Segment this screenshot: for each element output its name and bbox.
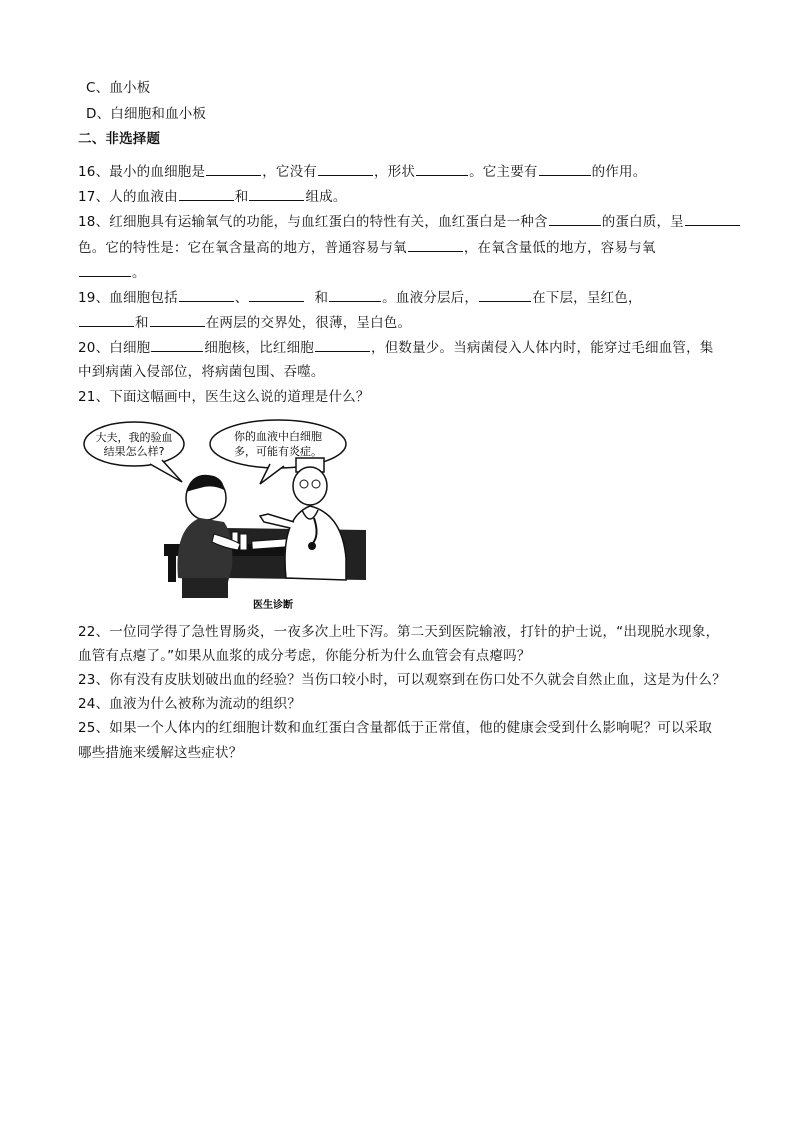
doctor-bubble-line-1: 你的血液中白细胞 [234, 430, 322, 443]
answer-blank[interactable] [416, 161, 468, 176]
answer-blank[interactable] [79, 262, 131, 277]
question-21: 21、下面这幅画中，医生这么说的道理是什么？ [78, 389, 370, 405]
question-20-line-1: 20、白细胞 细胞核，比红细胞 ，但数量少。当病菌侵入人体内时，能穿过毛细血管，集 [78, 337, 714, 358]
answer-blank[interactable] [408, 237, 463, 252]
patient-bubble-line-1: 大夫，我的验血 [95, 431, 173, 444]
doctor-diagnosis-illustration [74, 418, 374, 616]
question-18-line-3: 。 [78, 262, 146, 283]
patient-bubble-line-2: 结果怎么样? [103, 445, 165, 458]
answer-blank[interactable] [318, 161, 373, 176]
answer-blank[interactable] [151, 337, 203, 352]
answer-blank[interactable] [79, 312, 134, 327]
option-c: C、血小板 [86, 80, 151, 96]
question-17: 17、人的血液由 和 组成。 [78, 186, 347, 207]
answer-blank[interactable] [685, 211, 740, 226]
answer-blank[interactable] [315, 337, 370, 352]
question-25-line-1: 25、如果一个人体内的红细胞计数和血红蛋白含量都低于正常值，他的健康会受到什么影响呢？可以采取 [78, 720, 713, 736]
answer-blank[interactable] [179, 186, 234, 201]
answer-blank[interactable] [249, 186, 304, 201]
answer-blank[interactable] [549, 211, 601, 226]
question-22-line-1: 22、一位同学得了急性胃肠炎，一夜多次上吐下泻。第二天到医院输液，打针的护士说，“出现脱水现象， [78, 624, 720, 640]
question-19-line-2: 和 在两层的交界处，很薄，呈白色。 [78, 312, 411, 333]
doctor-bubble-line-2: 多，可能有炎症。 [234, 445, 322, 458]
answer-blank[interactable] [539, 161, 591, 176]
answer-blank[interactable] [329, 287, 381, 302]
answer-blank[interactable] [150, 312, 205, 327]
question-25-line-2: 哪些措施来缓解这些症状？ [78, 745, 243, 761]
answer-blank[interactable] [479, 287, 531, 302]
patient-speech-bubble [84, 422, 184, 482]
question-19-line-1: 19、血细胞包括 、 和 。血液分层后， 在下层，呈红色， [78, 287, 642, 308]
section-heading: 二、非选择题 [78, 131, 161, 147]
figure-caption: 医生诊断 [253, 600, 293, 611]
question-18-line-2: 色。它的特性是：它在氧含量高的地方，普通容易与氧 ，在氧含量低的地方，容易与氧 [78, 237, 656, 258]
question-22-line-2: 血管有点瘪了。”如果从血浆的成分考虑，你能分析为什么血管会有点瘪吗？ [78, 648, 531, 664]
answer-blank[interactable] [206, 161, 261, 176]
doctor-speech-bubble [210, 420, 346, 484]
answer-blank[interactable] [179, 287, 234, 302]
question-23: 23、你有没有皮肤划破出血的经验？当伤口较小时，可以观察到在伤口处不久就会自然止血，这是为什么？ [78, 672, 726, 688]
option-d: D、白细胞和血小板 [86, 106, 207, 122]
question-24: 24、血液为什么被称为流动的组织？ [78, 696, 302, 712]
answer-blank[interactable] [249, 287, 304, 302]
question-16: 16、最小的血细胞是 ，它没有 ，形状 。它主要有 的作用。 [78, 161, 646, 182]
question-20-line-2: 中到病菌入侵部位，将病菌包围、吞噬。 [78, 364, 325, 380]
question-18-line-1: 18、红细胞具有运输氧气的功能，与血红蛋白的特性有关，血红蛋白是一种含 的蛋白质，呈 [78, 211, 741, 232]
